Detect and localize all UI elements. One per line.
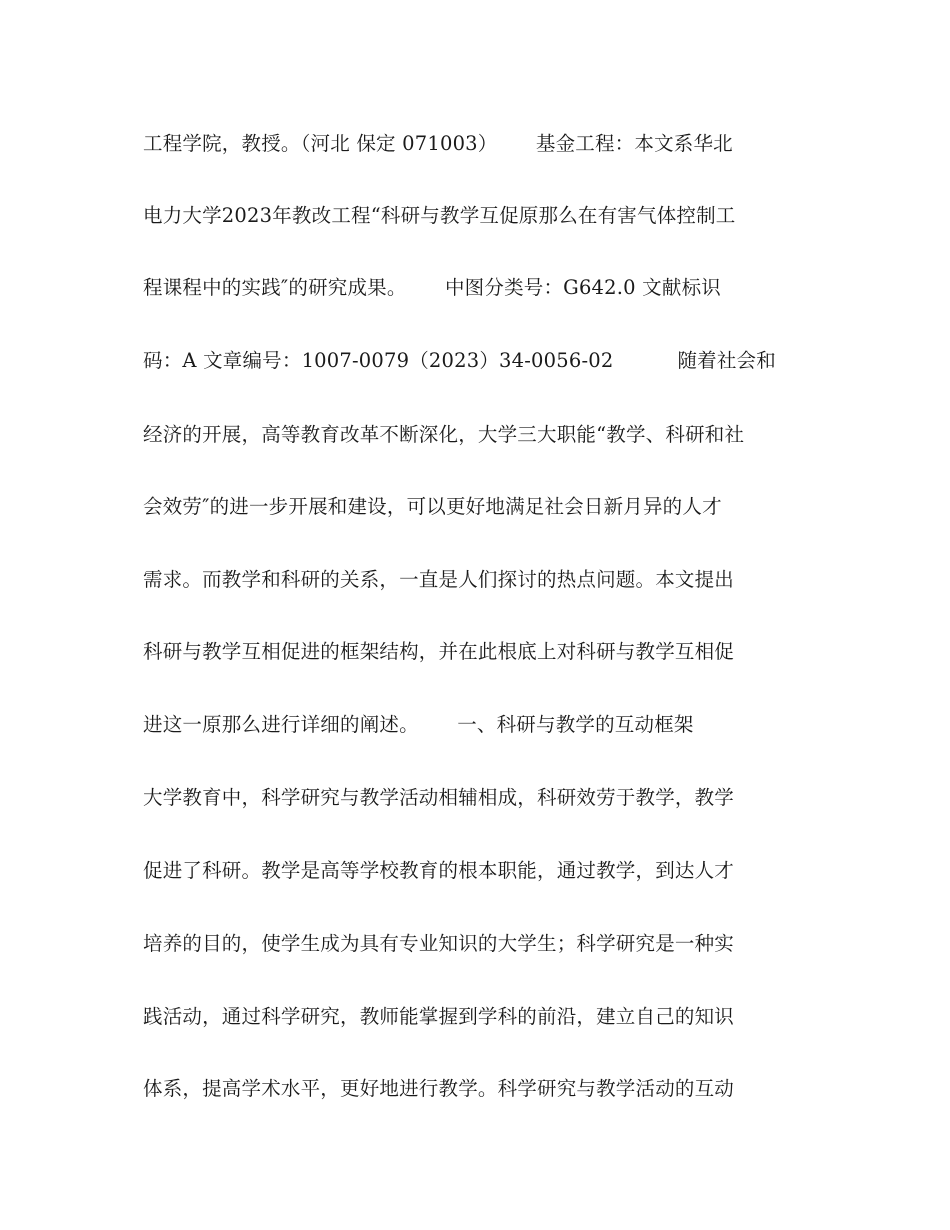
text-line: 需求。而教学和科研的关系，一直是人们探讨的热点问题。本文提出 — [143, 568, 735, 591]
text-line: 促进了科研。教学是高等学校教育的根本职能，通过教学，到达人才 — [143, 859, 735, 882]
text-line: 科研与教学互相促进的框架结构，并在此根底上对科研与教学互相促 — [143, 640, 735, 663]
text-line: 体系，提高学术水平，更好地进行教学。科学研究与教学活动的互动 — [143, 1077, 735, 1100]
text-line: 经济的开展，高等教育改革不断深化，大学三大职能“教学、科研和社 — [143, 423, 745, 446]
text-line: 大学教育中，科学研究与教学活动相辅相成，科研效劳于教学，教学 — [143, 786, 735, 809]
text-line: 培养的目的，使学生成为具有专业知识的大学生；科学研究是一种实 — [143, 932, 735, 955]
text-line: 码：A 文章编号：1007-0079（2023）34-0056-02 随着社会和 — [143, 349, 776, 372]
text-line: 进这一原那么进行详细的阐述。 一、科研与教学的互动框架 — [143, 713, 694, 736]
text-line: 程课程中的实践″的研究成果。 中图分类号：G642.0 文献标识 — [143, 276, 721, 299]
text-line: 工程学院，教授。（河北 保定 071003） 基金工程：本文系华北 — [143, 132, 733, 155]
text-line: 会效劳″的进一步开展和建设，可以更好地满足社会日新月异的人才 — [143, 495, 722, 518]
text-line: 践活动，通过科学研究，教师能掌握到学科的前沿，建立自己的知识 — [143, 1005, 735, 1028]
text-line: 电力大学2023年教改工程“科研与教学互促原那么在有害气体控制工 — [143, 204, 736, 227]
